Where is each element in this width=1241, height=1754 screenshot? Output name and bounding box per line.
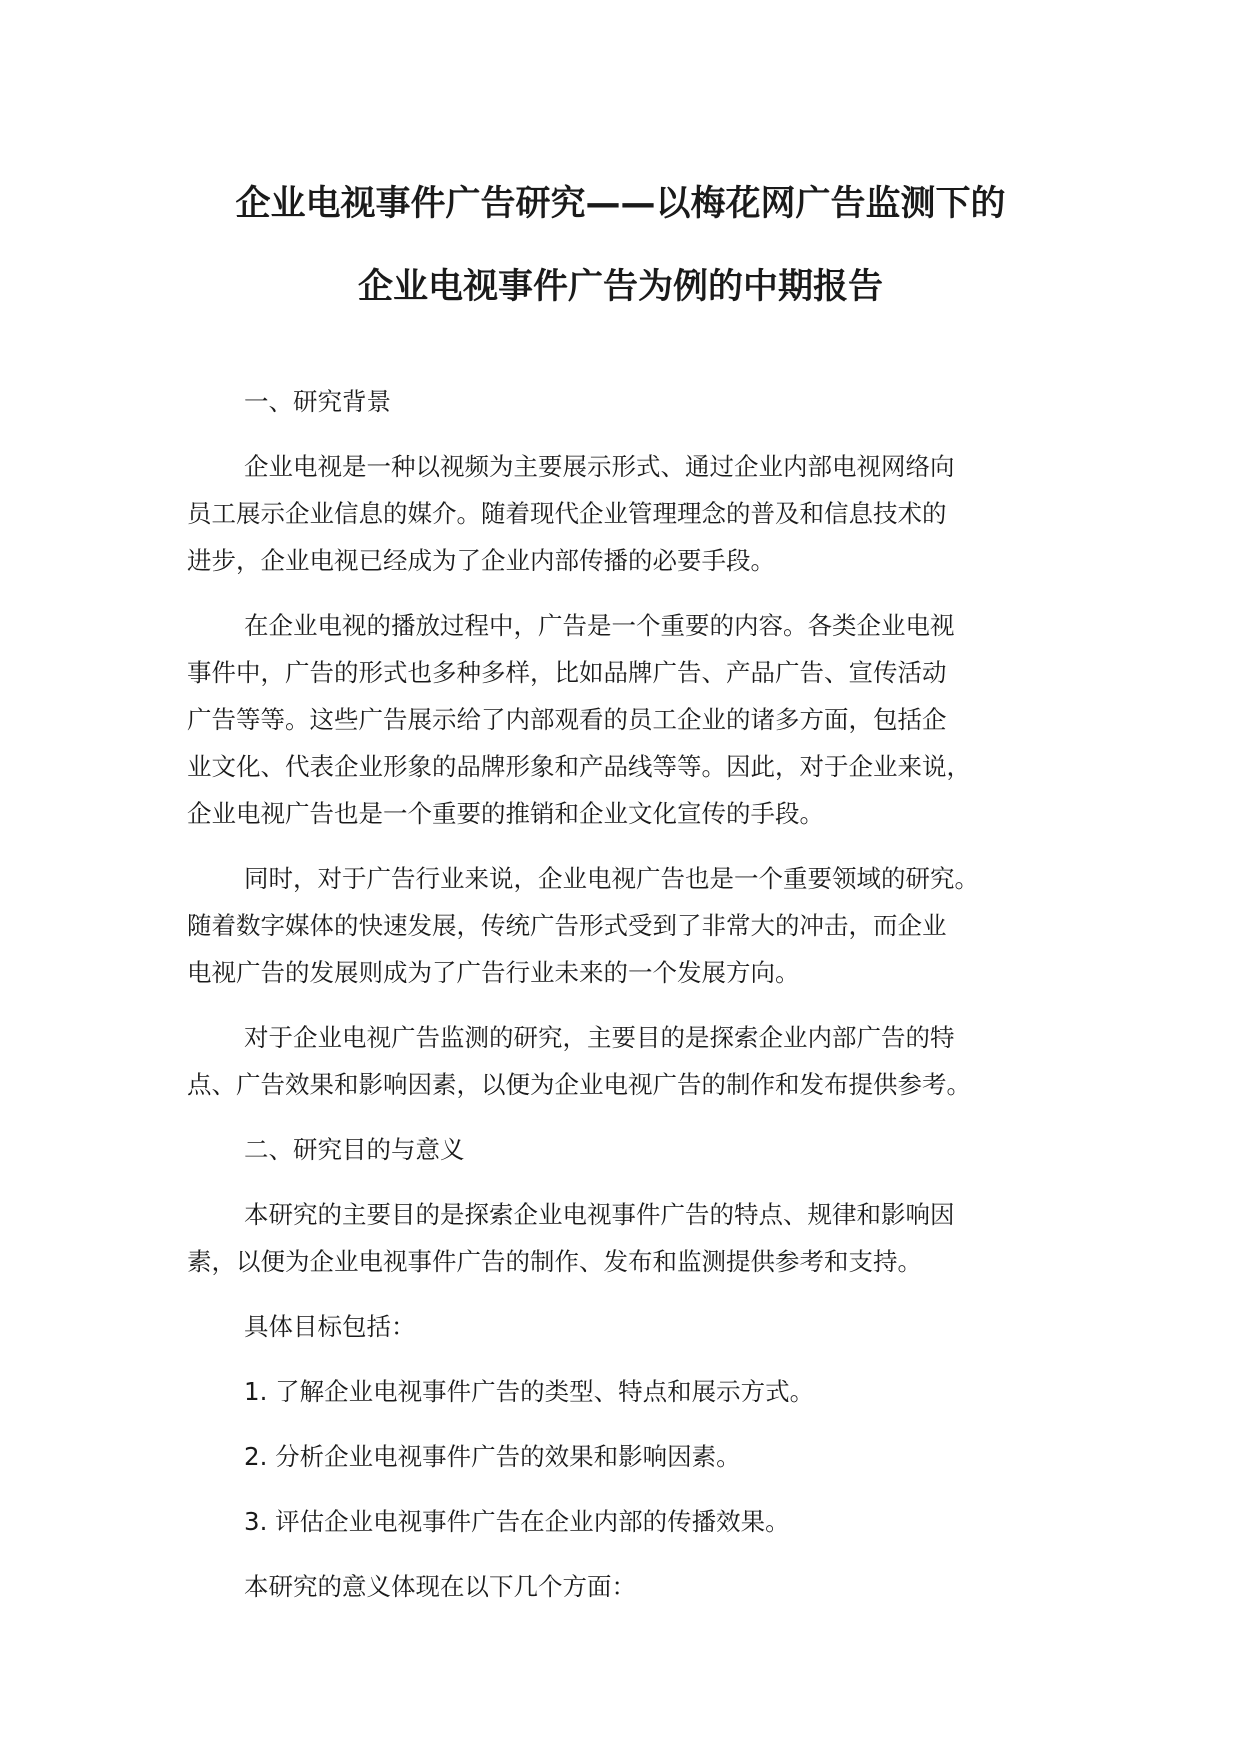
paragraph	[187, 1191, 1067, 1285]
paragraph	[187, 1433, 1067, 1480]
paragraph-line: 点、广告效果和影响因素，以便为企业电视广告的制作和发布提供参考。	[187, 1070, 971, 1099]
paragraph-line: 电视广告的发展则成为了广告行业未来的一个发展方向。	[187, 958, 800, 987]
paragraph-line: 素，以便为企业电视事件广告的制作、发布和监测提供参考和支持。	[187, 1247, 922, 1276]
paragraph-line: 企业电视广告也是一个重要的推销和企业文化宣传的手段。	[187, 799, 824, 828]
paragraph	[187, 443, 1067, 584]
paragraph-line: 同时，对于广告行业来说，企业电视广告也是一个重要领域的研究。	[244, 864, 979, 893]
paragraph	[187, 378, 1067, 425]
paragraph	[187, 1563, 1067, 1610]
paragraph-line: 业文化、代表企业形象的品牌形象和产品线等等。因此，对于企业来说，	[187, 752, 971, 781]
paragraph-line: 事件中，广告的形式也多种多样，比如品牌广告、产品广告、宣传活动	[187, 658, 947, 687]
paragraph-line: 企业电视是一种以视频为主要展示形式、通过企业内部电视网络向	[244, 452, 955, 481]
paragraph-line: 1. 了解企业电视事件广告的类型、特点和展示方式。	[244, 1377, 815, 1406]
paragraph-line: 本研究的主要目的是探索企业电视事件广告的特点、规律和影响因	[244, 1200, 955, 1229]
paragraph-line: 在企业电视的播放过程中，广告是一个重要的内容。各类企业电视	[244, 611, 955, 640]
document-title-line-1: 企业电视事件广告研究——以梅花网广告监测下的	[235, 184, 1006, 224]
paragraph-line: 广告等等。这些广告展示给了内部观看的员工企业的诸多方面，包括企	[187, 705, 947, 734]
paragraph	[187, 1303, 1067, 1350]
paragraph	[187, 1368, 1067, 1415]
paragraph	[187, 1126, 1067, 1173]
paragraph-line: 本研究的意义体现在以下几个方面：	[244, 1572, 636, 1601]
paragraph	[187, 1498, 1067, 1545]
paragraph	[187, 855, 1067, 996]
paragraph-line: 2. 分析企业电视事件广告的效果和影响因素。	[244, 1442, 741, 1471]
paragraph-line: 对于企业电视广告监测的研究，主要目的是探索企业内部广告的特	[244, 1023, 955, 1052]
paragraph-line: 具体目标包括：	[244, 1312, 416, 1341]
paragraph	[187, 1014, 1067, 1108]
document-title-line-2: 企业电视事件广告为例的中期报告	[357, 267, 883, 307]
paragraph-line: 进步，企业电视已经成为了企业内部传播的必要手段。	[187, 546, 775, 575]
paragraph-line: 员工展示企业信息的媒介。随着现代企业管理理念的普及和信息技术的	[187, 499, 947, 528]
paragraph-line: 随着数字媒体的快速发展，传统广告形式受到了非常大的冲击，而企业	[187, 911, 947, 940]
paragraph-line: 二、研究目的与意义	[244, 1135, 465, 1164]
paragraph-line: 一、研究背景	[244, 387, 391, 416]
document-body	[187, 378, 1067, 1628]
paragraph	[187, 602, 1067, 837]
paragraph-line: 3. 评估企业电视事件广告在企业内部的传播效果。	[244, 1507, 790, 1536]
